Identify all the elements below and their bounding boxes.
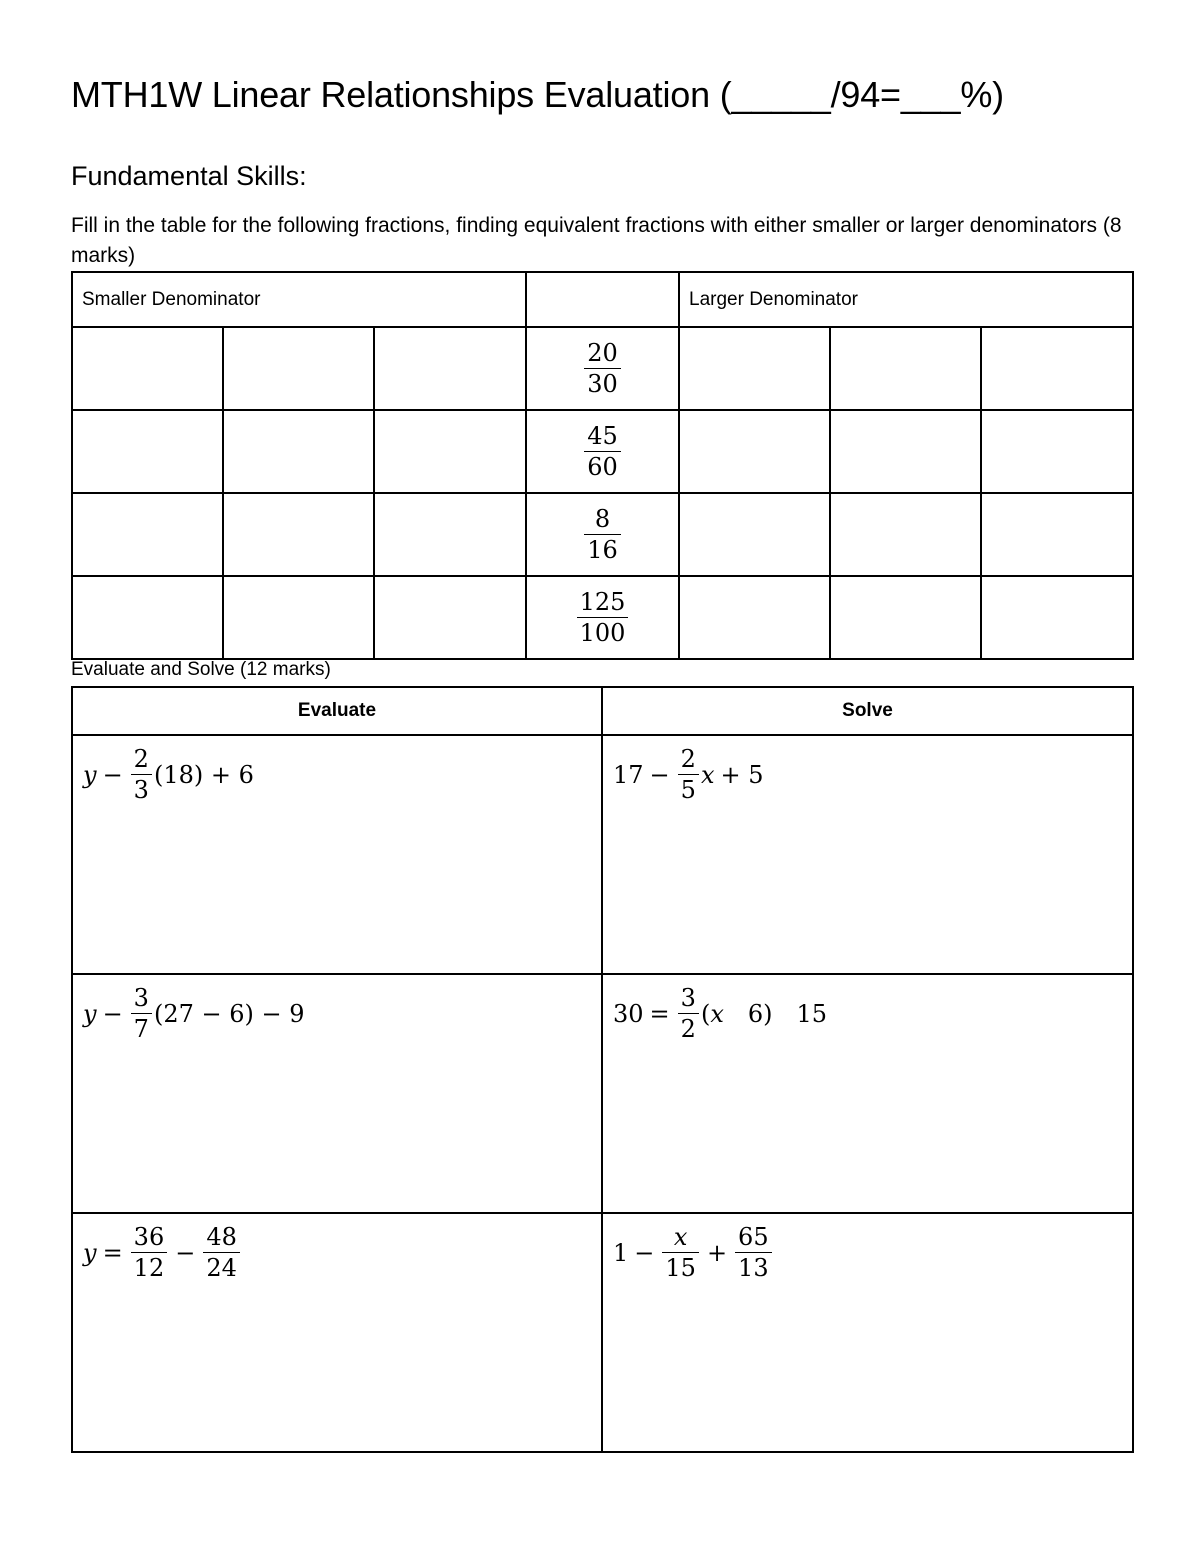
given-fraction [584,423,621,481]
expr-operator: − [102,760,123,789]
header-larger-denominator: Larger Denominator [679,272,1133,327]
expr-operator: − [634,1238,655,1267]
evaluate-cell[interactable] [72,974,602,1213]
fraction-table-header-row [72,272,1133,327]
expr-fraction [131,746,152,804]
larger-answer-cell[interactable] [679,576,830,659]
expr-rest: 15 [796,999,828,1028]
header-smaller-denominator: Smaller Denominator [72,272,526,327]
given-fraction-cell [526,327,679,410]
given-fraction-cell [526,493,679,576]
fraction-numerator: 36 [133,1223,165,1251]
larger-answer-cell[interactable] [981,576,1133,659]
eval-row [72,974,1133,1213]
expr-fraction [131,985,152,1043]
smaller-answer-cell[interactable] [72,327,223,410]
expr-lhs: y [83,1238,97,1267]
eval-row [72,1213,1133,1452]
larger-answer-cell[interactable] [981,493,1133,576]
smaller-answer-cell[interactable] [72,493,223,576]
fraction-denominator: 16 [584,534,621,564]
larger-answer-cell[interactable] [679,327,830,410]
solve-cell[interactable] [602,1213,1133,1452]
fraction-numerator: 3 [133,984,149,1012]
expr-lhs: y [83,999,97,1028]
expr-variable: x [710,999,724,1028]
solve-cell[interactable] [602,974,1133,1213]
evaluate-expression [83,1224,242,1282]
smaller-answer-cell[interactable] [374,327,526,410]
fraction-numerator: 2 [133,745,149,773]
fraction-denominator: 60 [584,451,621,481]
larger-answer-cell[interactable] [830,410,981,493]
expr-operator: = [649,999,670,1028]
fraction-denominator: 24 [203,1252,240,1282]
expr-lhs: y [83,760,97,789]
expr-operator: = [102,1238,123,1267]
fraction-numerator: x [673,1223,688,1251]
expr-operator: − [175,1238,196,1267]
instructions-text: Fill in the table for the following fractions, finding equivalent fractions with either smaller or larger denominators (8 marks) [71,214,1122,267]
expr-lhs: 1 [613,1238,629,1267]
larger-answer-cell[interactable] [830,493,981,576]
given-fraction-cell [526,410,679,493]
expr-rest: + 5 [720,760,764,789]
fraction-row [72,576,1133,659]
eval-row [72,735,1133,974]
larger-answer-cell[interactable] [679,493,830,576]
fraction-denominator: 2 [678,1013,699,1043]
expr-rest: (18) + 6 [153,760,254,789]
solve-cell[interactable] [602,735,1133,974]
given-fraction [577,589,629,647]
expr-middle: 6) [747,999,773,1028]
fraction-denominator: 12 [131,1252,168,1282]
given-fraction-cell [526,576,679,659]
solve-expression [613,1224,774,1282]
expr-fraction [735,1224,772,1282]
expr-variable: x [700,760,715,789]
smaller-answer-cell[interactable] [223,327,374,410]
header-evaluate: Evaluate [72,687,602,735]
fraction-numerator: 125 [579,587,626,616]
expr-lhs: 17 [613,760,644,789]
solve-expression [613,985,827,1043]
larger-answer-cell[interactable] [830,576,981,659]
fraction-row [72,410,1133,493]
expr-lhs: 30 [613,999,644,1028]
fraction-denominator: 5 [678,774,699,804]
section-heading: Fundamental Skills: [71,161,307,191]
fraction-table [71,271,1134,660]
fraction-row [72,493,1133,576]
smaller-answer-cell[interactable] [374,493,526,576]
fraction-denominator: 3 [131,774,152,804]
evaluate-expression [83,746,254,804]
smaller-answer-cell[interactable] [374,410,526,493]
fraction-numerator: 48 [206,1223,237,1251]
given-fraction [584,506,621,564]
larger-answer-cell[interactable] [981,327,1133,410]
document-title: MTH1W Linear Relationships Evaluation (_____/94=___%) [71,74,1004,115]
expr-fraction [678,985,699,1043]
fraction-numerator: 2 [680,745,696,773]
expr-open-paren: ( [700,999,711,1028]
solve-expression [613,746,764,804]
fraction-numerator: 45 [587,421,618,450]
expr-fraction [662,1224,699,1282]
smaller-answer-cell[interactable] [374,576,526,659]
fraction-denominator: 7 [131,1013,152,1043]
evaluate-solve-caption: Evaluate and Solve (12 marks) [71,659,331,680]
fraction-numerator: 8 [594,504,611,533]
smaller-answer-cell[interactable] [72,410,223,493]
larger-answer-cell[interactable] [679,410,830,493]
expr-operator: − [102,999,123,1028]
fraction-denominator: 15 [662,1252,699,1282]
fraction-denominator: 13 [735,1252,772,1282]
smaller-answer-cell[interactable] [223,493,374,576]
evaluate-expression [83,985,305,1043]
expr-fraction [203,1224,240,1282]
fraction-numerator: 3 [680,984,696,1012]
expr-fraction [678,746,699,804]
evaluate-cell[interactable] [72,1213,602,1452]
fraction-numerator: 20 [587,338,618,367]
header-solve: Solve [602,687,1133,735]
eval-table-header-row [72,687,1133,735]
evaluate-cell[interactable] [72,735,602,974]
expr-rest: (27 − 6) − 9 [153,999,305,1028]
expr-operator: − [649,760,670,789]
given-fraction [584,340,621,398]
smaller-answer-cell[interactable] [72,576,223,659]
fraction-denominator: 100 [577,617,629,647]
larger-answer-cell[interactable] [830,327,981,410]
expr-operator: + [706,1238,728,1267]
larger-answer-cell[interactable] [981,410,1133,493]
fraction-denominator: 30 [584,368,621,398]
header-empty [526,272,679,327]
fraction-row [72,327,1133,410]
evaluate-solve-table [71,686,1134,1453]
expr-fraction [131,1224,168,1282]
smaller-answer-cell[interactable] [223,576,374,659]
fraction-numerator: 65 [738,1223,769,1251]
smaller-answer-cell[interactable] [223,410,374,493]
